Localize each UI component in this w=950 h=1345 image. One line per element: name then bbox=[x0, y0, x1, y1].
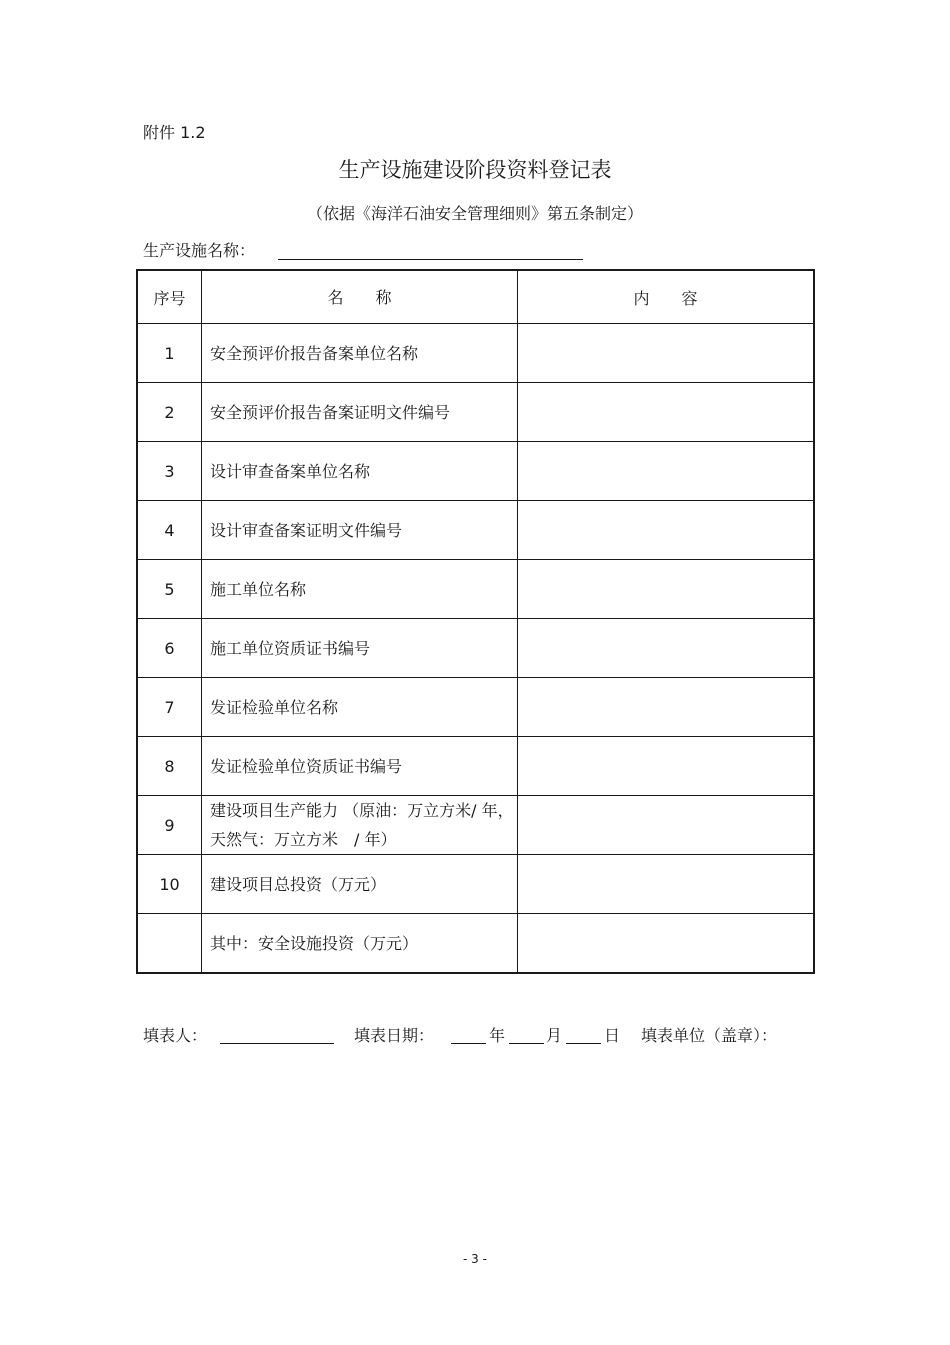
row-content-cell[interactable] bbox=[518, 619, 815, 678]
table-row bbox=[137, 737, 814, 796]
row-name: 发证检验单位资质证书编号 bbox=[202, 737, 518, 796]
row-name: 发证检验单位名称 bbox=[202, 678, 518, 737]
row-content-cell[interactable] bbox=[518, 678, 815, 737]
row-name: 建设项目总投资（万元） bbox=[202, 855, 518, 914]
table-row bbox=[137, 914, 814, 974]
table-row bbox=[137, 619, 814, 678]
filler-field[interactable] bbox=[220, 1043, 334, 1044]
row-content-cell[interactable] bbox=[518, 796, 815, 855]
date-label: 填表日期： bbox=[354, 1026, 435, 1045]
header-content: 内 容 bbox=[518, 270, 815, 324]
page-number: - 3 - bbox=[463, 1252, 487, 1266]
row-number: 3 bbox=[137, 442, 202, 501]
form-title: 生产设施建设阶段资料登记表 bbox=[338, 158, 612, 182]
day-field[interactable] bbox=[566, 1043, 601, 1044]
header-no: 序号 bbox=[137, 270, 202, 324]
row-name: 施工单位名称 bbox=[202, 560, 518, 619]
year-field[interactable] bbox=[451, 1043, 486, 1044]
table-row bbox=[137, 560, 814, 619]
registration-table bbox=[136, 269, 815, 974]
month-field[interactable] bbox=[509, 1043, 544, 1044]
row-name: 安全预评价报告备案证明文件编号 bbox=[202, 383, 518, 442]
row-content-cell[interactable] bbox=[518, 855, 815, 914]
row-number: 4 bbox=[137, 501, 202, 560]
table-row bbox=[137, 678, 814, 737]
unit-seal-label: 填表单位（盖章）： bbox=[641, 1026, 778, 1045]
row-name: 施工单位资质证书编号 bbox=[202, 619, 518, 678]
row-number: 7 bbox=[137, 678, 202, 737]
month-label: 月 bbox=[546, 1026, 563, 1045]
table-row bbox=[137, 855, 814, 914]
row-number: 6 bbox=[137, 619, 202, 678]
row-content-cell[interactable] bbox=[518, 324, 815, 383]
row-content-cell[interactable] bbox=[518, 442, 815, 501]
header-name: 名 称 bbox=[202, 270, 518, 324]
row-number: 1 bbox=[137, 324, 202, 383]
row-name: 建设项目生产能力 （原油：万立方米/ 年，天然气：万立方米 / 年） bbox=[202, 796, 518, 855]
table-row bbox=[137, 796, 814, 855]
row-content-cell[interactable] bbox=[518, 914, 815, 974]
table-row bbox=[137, 383, 814, 442]
row-name: 安全预评价报告备案单位名称 bbox=[202, 324, 518, 383]
row-number: 8 bbox=[137, 737, 202, 796]
table-header-row bbox=[137, 270, 814, 324]
table-row bbox=[137, 501, 814, 560]
filler-label: 填表人： bbox=[143, 1026, 208, 1045]
table-row bbox=[137, 324, 814, 383]
row-number: 9 bbox=[137, 796, 202, 855]
row-content-cell[interactable] bbox=[518, 383, 815, 442]
row-number: 2 bbox=[137, 383, 202, 442]
row-number: 5 bbox=[137, 560, 202, 619]
row-name: 设计审查备案单位名称 bbox=[202, 442, 518, 501]
row-name: 其中：安全设施投资（万元） bbox=[202, 914, 518, 974]
form-subtitle: （依据《海洋石油安全管理细则》第五条制定） bbox=[306, 204, 643, 223]
row-content-cell[interactable] bbox=[518, 560, 815, 619]
day-label: 日 bbox=[604, 1026, 621, 1045]
row-content-cell[interactable] bbox=[518, 501, 815, 560]
facility-name-label: 生产设施名称： bbox=[143, 241, 256, 260]
table-row bbox=[137, 442, 814, 501]
row-content-cell[interactable] bbox=[518, 737, 815, 796]
row-number: 10 bbox=[137, 855, 202, 914]
year-label: 年 bbox=[489, 1026, 506, 1045]
facility-name-field[interactable] bbox=[278, 259, 583, 260]
attachment-label: 附件 1.2 bbox=[143, 123, 206, 142]
row-number bbox=[137, 914, 202, 974]
row-name: 设计审查备案证明文件编号 bbox=[202, 501, 518, 560]
